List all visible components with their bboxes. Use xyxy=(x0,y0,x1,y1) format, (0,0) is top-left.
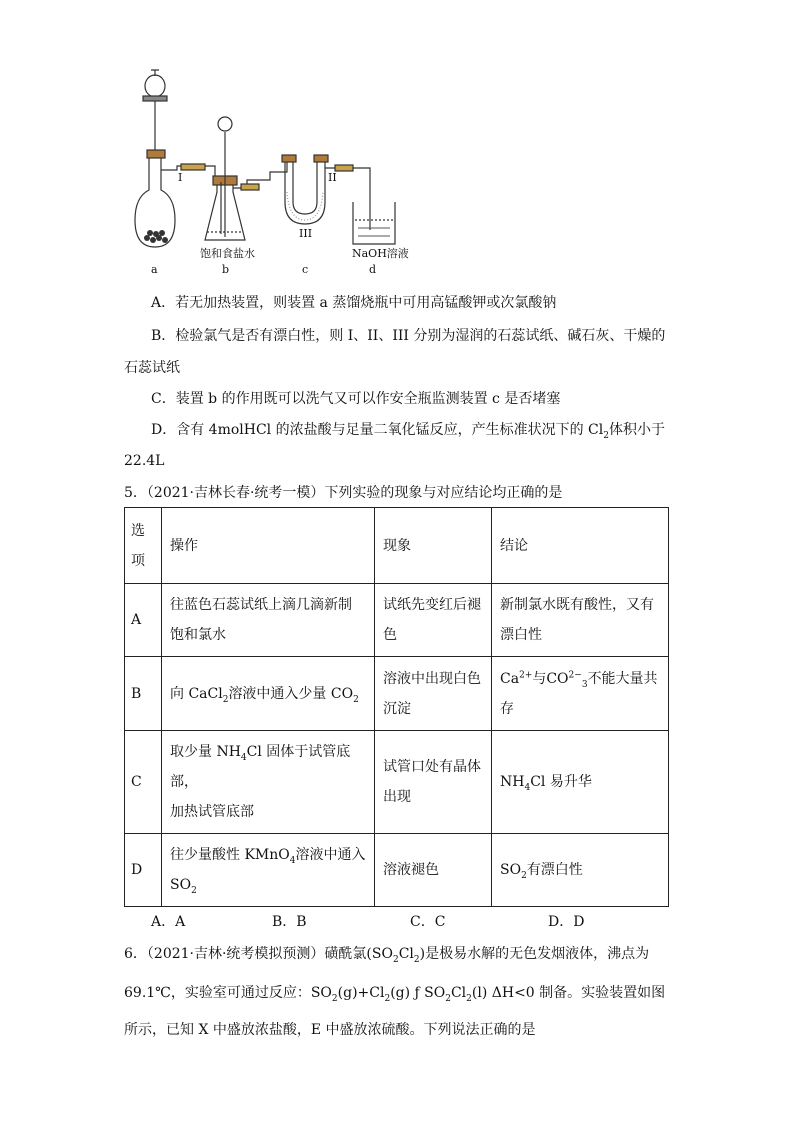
q6-line-3: 所示，已知 X 中盛放浓盐酸，E 中盛放浓硫酸。下列说法正确的是 xyxy=(124,1022,536,1038)
label-a: a xyxy=(151,263,158,276)
q6-line-1: 6．（2021·吉林·统考模拟预测）磺酰氯$(SO_2Cl_2)$是极易水解的无色发烟液体，沸点为 xyxy=(124,946,650,965)
q5-table xyxy=(124,507,669,907)
label-c: c xyxy=(302,263,309,276)
table-row: B 向 CaCl$_2$溶液中通入少量 $CO_2$ 溶液中出现白色 沉淀 $Ca^{2+}$与$CO^{2-}_3$不能大量共存 xyxy=(125,657,669,731)
header-phenomenon: 现象 xyxy=(375,508,492,584)
label-b: b xyxy=(222,263,230,276)
label-d: d xyxy=(369,263,377,276)
table-header-row xyxy=(125,508,669,584)
q5-choice-d: D．D xyxy=(548,914,585,930)
table-row: D 往少量酸性 KMnO$_4$溶液中通入 $SO_2$ 溶液褪色 $SO_2$有漂白性 xyxy=(125,834,669,907)
tube-label-III: III xyxy=(299,227,313,240)
q5-choice-c: C．C xyxy=(410,914,446,930)
caption-b: 饱和食盐水 xyxy=(200,247,255,260)
q4-option-a: A．若无加热装置，则装置 a 蒸馏烧瓶中可用高锰酸钾或次氯酸钠 xyxy=(151,295,557,311)
table-row: A 往蓝色石蕊试纸上滴几滴新制 饱和氯水 试纸先变红后褪 色 新制氯水既有酸性，又有 漂白性 xyxy=(125,584,669,657)
header-option: 选 项 xyxy=(125,508,162,584)
q5-choice-b: B．B xyxy=(272,914,307,930)
q4-option-b: B．检验氯气是否有漂白性，则 I、II、III 分别为湿润的石蕊试纸、碱石灰、干燥的 xyxy=(151,328,666,344)
table-row: C 取少量 $NH_4Cl$ 固体于试管底部， 加热试管底部 试管口处有晶体 出现 $NH_4Cl$ 易升华 xyxy=(125,731,669,834)
q4-option-c: C．装置 b 的作用既可以洗气又可以作安全瓶监测装置 c 是否堵塞 xyxy=(151,391,561,407)
q4-option-b-cont: 石蕊试纸 xyxy=(124,360,180,376)
q5-choice-a: A．A xyxy=(151,914,186,930)
q4-option-d-cont: 22.4L xyxy=(124,453,165,469)
q5-stem: 5．（2021·吉林长春·统考一模）下列实验的现象与对应结论均正确的是 xyxy=(124,485,563,501)
caption-d: NaOH溶液 xyxy=(352,247,409,260)
header-conclusion: 结论 xyxy=(492,508,669,584)
q6-line-2: 69.1℃，实验室可通过反应：$SO_2(g)+Cl_2(g)$ ƒ $SO_2Cl_2(l)$ ΔH<0 制备。实验装置如图 xyxy=(124,985,666,1004)
apparatus-figure xyxy=(125,62,425,277)
tube-label-I: I xyxy=(178,171,183,184)
header-operation: 操作 xyxy=(162,508,375,584)
tube-label-II: II xyxy=(328,171,337,184)
q4-option-d: D．含有 4molHCl 的浓盐酸与足量二氧化锰反应，产生标准状况下的 $Cl_2$体积小于 xyxy=(151,422,665,441)
